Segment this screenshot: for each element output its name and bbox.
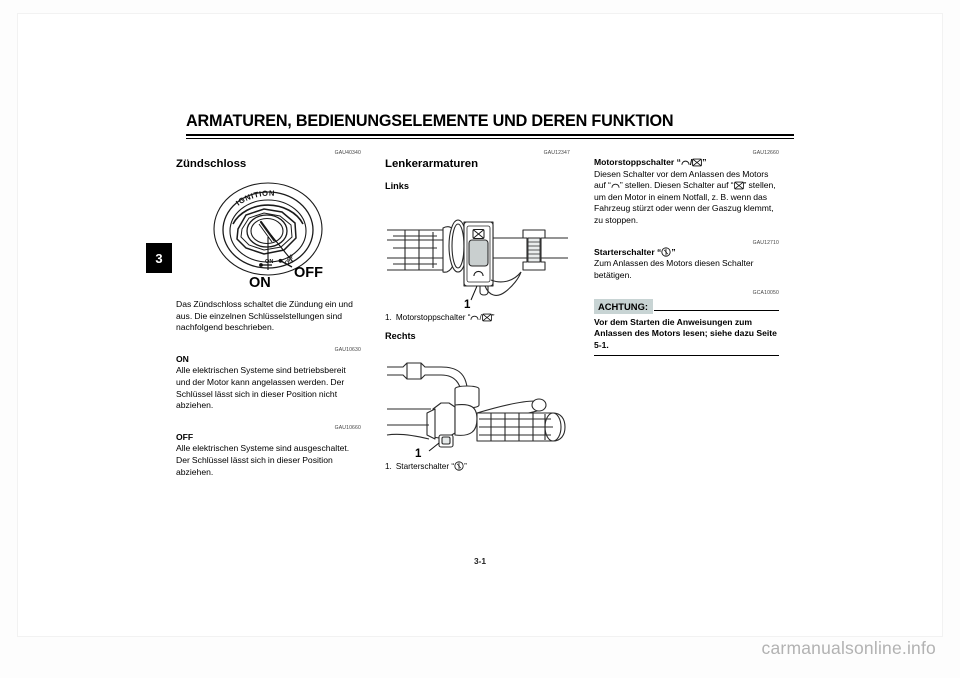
svg-text:OFF: OFF xyxy=(283,254,296,267)
caution-rule-bottom xyxy=(594,355,779,357)
engine-run-icon xyxy=(681,158,690,167)
svg-text:IGNITION: IGNITION xyxy=(234,188,276,208)
subheading-left: Links xyxy=(385,181,409,191)
chapter-tab-number: 3 xyxy=(155,250,163,266)
heading-handlebar-switches: Lenkerarmaturen xyxy=(385,158,479,170)
callout-number-left: 1 xyxy=(464,299,471,310)
header-rule-thin xyxy=(186,138,794,139)
svg-text:ON: ON xyxy=(249,275,271,291)
term-off: OFF xyxy=(176,431,194,442)
chapter-tab xyxy=(146,243,172,273)
heading-ignition-switch: Zündschloss xyxy=(176,158,247,170)
legend-left-number: 1. xyxy=(385,313,392,322)
caution-rule-top xyxy=(654,310,779,312)
ref-code-starter: GAU12710 xyxy=(752,239,779,246)
caution-label: ACHTUNG: xyxy=(594,299,653,314)
svg-text:OFF: OFF xyxy=(294,265,323,281)
callout-number-right: 1 xyxy=(415,448,422,459)
page-number: 3-1 xyxy=(473,556,487,566)
engine-stop-icon xyxy=(692,158,702,167)
figure-left-handlebar-switch xyxy=(385,200,570,310)
caution-box xyxy=(594,299,779,356)
engine-stop-icon xyxy=(482,313,492,322)
legend-right-switch xyxy=(385,461,570,472)
column-one xyxy=(176,150,361,478)
caution-header xyxy=(594,299,779,314)
ref-code-ignition: GAU40340 xyxy=(334,150,361,156)
ref-code-on: GAU10630 xyxy=(334,346,361,353)
column-three xyxy=(594,150,779,356)
starter-description: Zum Anlassen des Motors diesen Schalter betätigen. xyxy=(594,258,754,280)
subheading-right: Rechts xyxy=(385,331,416,341)
ignition-intro-text: Das Zündschloss schaltet die Zündung ein und aus. Die einzelnen Schlüsselstellungen sind nachfolgend beschrieben. xyxy=(176,299,353,333)
legend-left-text: Motorstoppschalter “ / ” xyxy=(395,313,495,322)
off-description: Alle elektrischen Systeme sind ausgeschaltet. Der Schlüssel lässt sich in dieser Position abziehen. xyxy=(176,443,350,477)
legend-right-text: Starterschalter “ ” xyxy=(395,462,467,471)
engine-stop-description: Diesen Schalter vor dem Anlassen des Motors auf “ ” stellen. Diesen Schalter auf “ ” stellen, um den Motor in einem Notfall, z. B. wenn das Fahrzeug stürzt oder wenn der Gaszug klemmt, zu stoppen. xyxy=(594,168,776,225)
svg-text:ON: ON xyxy=(265,259,274,265)
ref-code-off: GAU10660 xyxy=(334,424,361,431)
figure-right-handlebar-switch xyxy=(385,347,570,459)
ref-code-caution: GCA10050 xyxy=(752,290,779,297)
engine-run-icon xyxy=(611,181,620,190)
ref-code-engine-stop: GAU12660 xyxy=(752,150,779,156)
column-two xyxy=(385,150,570,472)
page-header xyxy=(186,112,794,139)
starter-icon xyxy=(661,247,671,257)
figure-ignition-switch xyxy=(176,177,361,293)
header-rule-thick xyxy=(186,134,794,136)
caution-text: Vor dem Starten die Anweisungen zum Anlassen des Motors lesen; siehe dazu Seite 5-1. xyxy=(594,316,777,351)
ref-code-handlebar: GAU12347 xyxy=(543,150,570,156)
legend-left-switch xyxy=(385,312,570,323)
term-starter-switch: Starterschalter “ ” xyxy=(594,246,676,257)
page-title: ARMATUREN, BEDIENUNGSELEMENTE UND DEREN FUNKTION xyxy=(186,112,674,130)
on-description: Alle elektrischen Systeme sind betriebsbereit und der Motor kann angelassen werden. Der Schlüssel lässt sich in dieser Position nicht abziehen. xyxy=(176,365,346,411)
legend-right-number: 1. xyxy=(385,462,392,471)
starter-icon xyxy=(454,461,464,471)
term-engine-stop-switch: Motorstoppschalter “ / ” xyxy=(594,157,707,167)
engine-stop-icon xyxy=(734,181,744,190)
term-on: ON xyxy=(176,353,189,364)
watermark: carmanualsonline.info xyxy=(761,638,936,658)
